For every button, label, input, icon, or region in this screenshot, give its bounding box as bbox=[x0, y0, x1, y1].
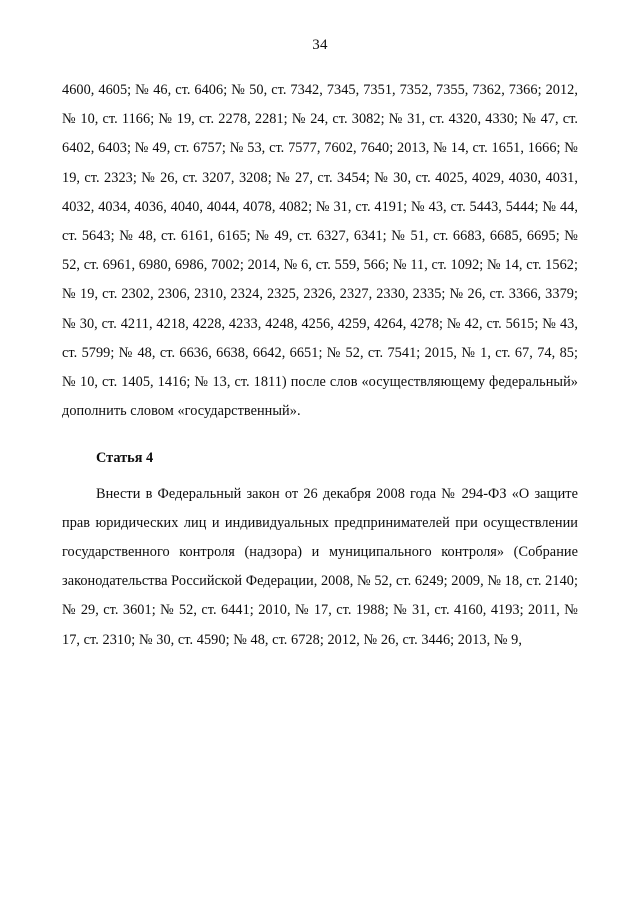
paragraph-continuation: 4600, 4605; № 46, ст. 6406; № 50, ст. 7342, 7345, 7351, 7352, 7355, 7362, 7366; 2012, № 10, ст. 1166; № 19, ст. 2278, 2281; № 24, ст. 3082; № 31, ст. 4320, 4330; № 47, ст. 6402, 6403; № 49, ст. 6757; № 53, ст. 7577, 7602, 7640; 2013, № 14, ст. 1651, 1666; № 19, ст. 2323; № 26, ст. 3207, 3208; № 27, ст. 3454; № 30, ст. 4025, 4029, 4030, 4031, 4032, 4034, 4036, 4040, 4044, 4078, 4082; № 31, ст. 4191; № 43, ст. 5443, 5444; № 44, ст. 5643; № 48, ст. 6161, 6165; № 49, ст. 6327, 6341; № 51, ст. 6683, 6685, 6695; № 52, ст. 6961, 6980, 6986, 7002; 2014, № 6, ст. 559, 566; № 11, ст. 1092; № 14, ст. 1562; № 19, ст. 2302, 2306, 2310, 2324, 2325, 2326, 2327, 2330, 2335; № 26, ст. 3366, 3379; № 30, ст. 4211, 4218, 4228, 4233, 4248, 4256, 4259, 4264, 4278; № 42, ст. 5615; № 43, ст. 5799; № 48, ст. 6636, 6638, 6642, 6651; № 52, ст. 7541; 2015, № 1, ст. 67, 74, 85; № 10, ст. 1405, 1416; № 13, ст. 1811) после слов «осуществляющему федеральный» дополнить словом «государственный». bbox=[62, 82, 578, 420]
article-heading: Статья 4 bbox=[96, 450, 154, 467]
document-body bbox=[62, 76, 578, 655]
paragraph-article-4: Внести в Федеральный закон от 26 декабря 2008 года № 294-ФЗ «О защите прав юридических лиц и индивидуальных предпринимателей при осуществлении государственного контроля (надзора) и муниципального контроля» (Собрание законодательства Российской Федерации, 2008, № 52, ст. 6249; 2009, № 18, ст. 2140; № 29, ст. 3601; № 52, ст. 6441; 2010, № 17, ст. 1988; № 31, ст. 4160, 4193; 2011, № 17, ст. 2310; № 30, ст. 4590; № 48, ст. 6728; 2012, № 26, ст. 3446; 2013, № 9, bbox=[62, 485, 578, 648]
page-number: 34 bbox=[312, 37, 328, 53]
